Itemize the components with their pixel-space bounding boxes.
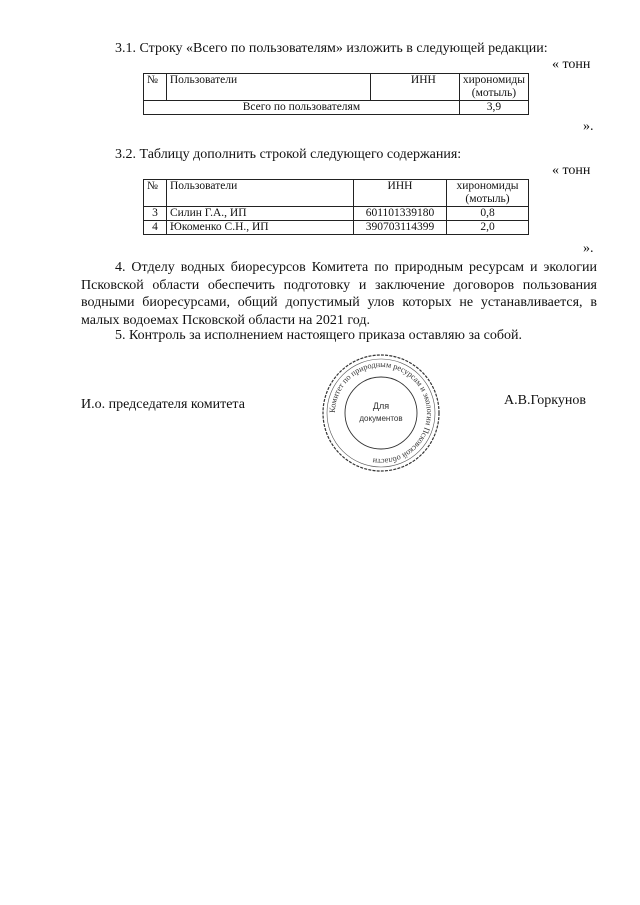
table-header-row [144, 74, 529, 101]
seal-stamp [320, 352, 442, 474]
table-3-2 [143, 179, 529, 235]
closing-quote: ». [583, 119, 594, 134]
header-species-line1: хирономиды [456, 180, 519, 192]
header-num: № [144, 74, 167, 101]
signatory-name: А.В.Горкунов [504, 393, 587, 408]
header-num: № [144, 180, 167, 207]
table-header-row [144, 180, 529, 207]
row-num: 3 [144, 207, 167, 221]
paragraph-4: 4. Отделу водных биоресурсов Комитета по природным ресурсам и экологии Псковской области обеспечить подготовку и заключение договоров пользования водными биоресурсами, общий допустимый улов которых не устанавливается, в малых водоемах Псковской области на 2021 год. [81, 260, 597, 328]
table-row [144, 221, 529, 235]
table-3-1 [143, 73, 529, 115]
header-species [459, 74, 528, 101]
seal-center-line2: документов [359, 414, 403, 423]
row-name: Юкоменко С.Н., ИП [167, 221, 354, 235]
header-users: Пользователи [166, 74, 370, 101]
unit-label: « тонн [552, 163, 591, 178]
header-species-line2: (мотыль) [465, 193, 510, 205]
section-3-2-heading: 3.2. Таблицу дополнить строкой следующего содержания: [115, 147, 462, 162]
table-row [144, 207, 529, 221]
header-species-line2: (мотыль) [471, 87, 517, 99]
row-num: 4 [144, 221, 167, 235]
seal-center-line1: Для [372, 401, 390, 411]
header-inn: ИНН [354, 180, 447, 207]
paragraph-5: 5. Контроль за исполнением настоящего приказа оставляю за собой. [115, 328, 523, 343]
closing-quote: ». [583, 241, 594, 256]
row-name: Силин Г.А., ИП [167, 207, 354, 221]
header-inn: ИНН [370, 74, 459, 101]
header-species-line1: хирономиды [462, 74, 525, 86]
section-3-1-heading: 3.1. Строку «Всего по пользователям» изложить в следующей редакции: [115, 41, 548, 56]
row-inn: 601101339180 [354, 207, 447, 221]
seal-ring-text: Комитет по природным ресурсам и экологии Псковской области [327, 359, 435, 467]
header-species [447, 180, 529, 207]
header-users: Пользователи [167, 180, 354, 207]
row-inn: 390703114399 [354, 221, 447, 235]
unit-label: « тонн [552, 57, 591, 72]
total-value: 3,9 [459, 101, 528, 115]
row-value: 2,0 [447, 221, 529, 235]
total-label: Всего по пользователям [144, 101, 460, 115]
row-value: 0,8 [447, 207, 529, 221]
signatory-position: И.о. председателя комитета [81, 397, 245, 412]
table-total-row [144, 101, 529, 115]
